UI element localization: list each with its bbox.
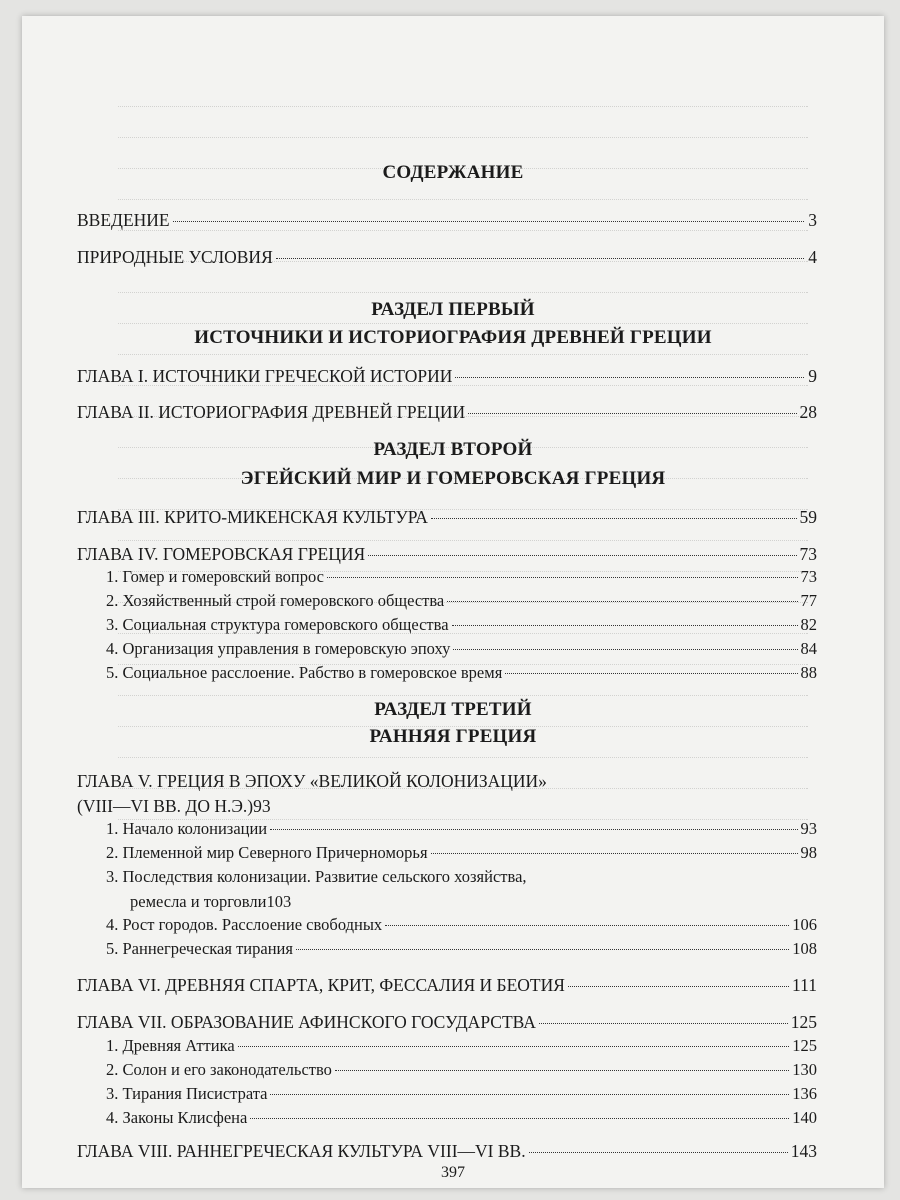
- toc-label: ВВЕДЕНИЕ: [77, 210, 170, 230]
- dot-leader: [368, 555, 796, 556]
- toc-label: 2. Хозяйственный строй гомеровского общества: [106, 591, 445, 610]
- toc-entry-chapter-2[interactable]: [77, 401, 817, 423]
- toc-label: 4. Законы Клисфена: [106, 1108, 248, 1127]
- toc-label: 2. Племенной мир Северного Причерноморья: [106, 843, 428, 862]
- toc-label: 1. Гомер и гомеровский вопрос: [106, 567, 324, 586]
- dot-leader: [238, 1046, 790, 1047]
- toc-page: 125: [792, 1036, 817, 1055]
- page-title: СОДЕРЖАНИЕ: [382, 162, 524, 183]
- toc-label: 4. Рост городов. Расслоение свободных: [106, 915, 383, 934]
- toc-page: 73: [799, 544, 817, 564]
- toc-label: 5. Социальное расслоение. Рабство в гомеровское время: [106, 663, 503, 682]
- toc-page: 130: [792, 1060, 817, 1079]
- toc-subentry[interactable]: [106, 938, 817, 960]
- section-heading: РАЗДЕЛ ТРЕТИЙ: [374, 699, 532, 720]
- toc-page: 93: [253, 796, 271, 816]
- toc-subentry[interactable]: [106, 638, 817, 660]
- toc-label: 2. Солон и его законодательство: [106, 1060, 332, 1079]
- toc-label: ПРИРОДНЫЕ УСЛОВИЯ: [77, 247, 273, 267]
- dot-leader: [568, 986, 789, 987]
- toc-entry-chapter-3[interactable]: [77, 506, 817, 528]
- toc-page: 140: [792, 1108, 817, 1127]
- book-page: [22, 16, 884, 1188]
- toc-page: 136: [792, 1084, 817, 1103]
- toc-label: ГЛАВА VIII. РАННЕГРЕЧЕСКАЯ КУЛЬТУРА VIII—VI ВВ.: [77, 1141, 526, 1161]
- section-subheading: ЭГЕЙСКИЙ МИР И ГОМЕРОВСКАЯ ГРЕЦИЯ: [240, 468, 666, 489]
- page-number: 397: [441, 1164, 465, 1181]
- dot-leader: [431, 518, 797, 519]
- toc-subentry[interactable]: [106, 590, 817, 612]
- dot-leader: [270, 829, 797, 830]
- dot-leader: [335, 1070, 789, 1071]
- toc-page: 98: [800, 843, 817, 862]
- toc-entry-chapter-7[interactable]: [77, 1011, 817, 1033]
- toc-page: 111: [792, 975, 817, 995]
- toc-label: 3. Социальная структура гомеровского общества: [106, 615, 449, 634]
- dot-leader: [529, 1152, 788, 1153]
- toc-page: 143: [790, 1141, 817, 1161]
- toc-subentry[interactable]: [106, 566, 817, 588]
- dot-leader: [455, 377, 804, 378]
- toc-label: ГЛАВА III. КРИТО-МИКЕНСКАЯ КУЛЬТУРА: [77, 507, 428, 527]
- dot-leader: [447, 601, 797, 602]
- section-heading: РАЗДЕЛ ПЕРВЫЙ: [371, 299, 535, 320]
- toc-page: 88: [800, 663, 817, 682]
- toc-label: ГЛАВА II. ИСТОРИОГРАФИЯ ДРЕВНЕЙ ГРЕЦИИ: [77, 402, 466, 422]
- toc-subentry[interactable]: [106, 1083, 817, 1105]
- toc-label: 1. Начало колонизации: [106, 819, 268, 838]
- dot-leader: [276, 258, 804, 259]
- toc-entry-chapter-5[interactable]: [77, 770, 817, 817]
- toc-entry-chapter-6[interactable]: [77, 974, 817, 996]
- toc-subentry[interactable]: [106, 914, 817, 936]
- toc-subentry[interactable]: [106, 1107, 817, 1129]
- toc-label: 3. Тирания Писистрата: [106, 1084, 268, 1103]
- toc-page: 82: [800, 615, 817, 634]
- toc-subentry[interactable]: [106, 662, 817, 684]
- toc-page: 108: [792, 939, 817, 958]
- section-subheading: ИСТОЧНИКИ И ИСТОРИОГРАФИЯ ДРЕВНЕЙ ГРЕЦИИ: [194, 327, 712, 348]
- toc-label: ГЛАВА I. ИСТОЧНИКИ ГРЕЧЕСКОЙ ИСТОРИИ: [77, 366, 453, 386]
- toc-label: 3. Последствия колонизации. Развитие сельского хозяйства,: [106, 867, 527, 886]
- toc-label: ГЛАВА VI. ДРЕВНЯЯ СПАРТА, КРИТ, ФЕССАЛИЯ И БЕОТИЯ: [77, 975, 565, 995]
- dot-leader: [431, 853, 798, 854]
- toc-page: 4: [808, 247, 817, 267]
- dot-leader: [173, 221, 804, 222]
- toc-page: 84: [800, 639, 817, 658]
- dot-leader: [539, 1023, 788, 1024]
- dot-leader: [250, 1118, 789, 1119]
- toc-page: 77: [800, 591, 817, 610]
- toc-label: ГЛАВА IV. ГОМЕРОВСКАЯ ГРЕЦИЯ: [77, 544, 366, 564]
- toc-label-continuation: ремесла и торговли: [130, 892, 267, 911]
- dot-leader: [453, 649, 797, 650]
- dot-leader: [505, 673, 797, 674]
- dot-leader: [327, 577, 798, 578]
- toc-subentry[interactable]: [106, 1035, 817, 1057]
- toc-page: 93: [800, 819, 817, 838]
- toc-page: 3: [808, 210, 817, 230]
- toc-entry-chapter-1[interactable]: [77, 365, 817, 387]
- toc-entry-chapter-8[interactable]: [77, 1140, 817, 1162]
- toc-page: 9: [808, 366, 817, 386]
- toc-page: 125: [790, 1012, 817, 1032]
- toc-entry-chapter-4[interactable]: [77, 543, 817, 565]
- toc-label: 5. Раннегреческая тирания: [106, 939, 293, 958]
- toc-label: ГЛАВА VII. ОБРАЗОВАНИЕ АФИНСКОГО ГОСУДАРСТВА: [77, 1012, 536, 1032]
- toc-label: 1. Древняя Аттика: [106, 1036, 235, 1055]
- dot-leader: [468, 413, 796, 414]
- toc-entry-introduction[interactable]: [77, 209, 817, 231]
- toc-label: 4. Организация управления в гомеровскую эпоху: [106, 639, 451, 658]
- toc-label-continuation: (VIII—VI ВВ. ДО Н.Э.): [77, 796, 254, 816]
- toc-subentry[interactable]: [106, 614, 817, 636]
- toc-entry-natural-conditions[interactable]: [77, 246, 817, 268]
- toc-page: 106: [792, 915, 817, 934]
- section-subheading: РАННЯЯ ГРЕЦИЯ: [369, 726, 537, 747]
- toc-page: 28: [799, 402, 817, 422]
- toc-label: ГЛАВА V. ГРЕЦИЯ В ЭПОХУ «ВЕЛИКОЙ КОЛОНИЗАЦИИ»: [77, 771, 547, 791]
- dot-leader: [270, 1094, 789, 1095]
- toc-subentry[interactable]: [106, 818, 817, 840]
- dot-leader: [452, 625, 798, 626]
- section-heading: РАЗДЕЛ ВТОРОЙ: [373, 439, 533, 460]
- dot-leader: [385, 925, 789, 926]
- toc-page: 73: [800, 567, 817, 586]
- toc-subentry[interactable]: [106, 866, 817, 913]
- toc-subentry[interactable]: [106, 842, 817, 864]
- toc-subentry[interactable]: [106, 1059, 817, 1081]
- toc-page: 103: [266, 892, 292, 911]
- toc-page: 59: [799, 507, 817, 527]
- dot-leader: [296, 949, 789, 950]
